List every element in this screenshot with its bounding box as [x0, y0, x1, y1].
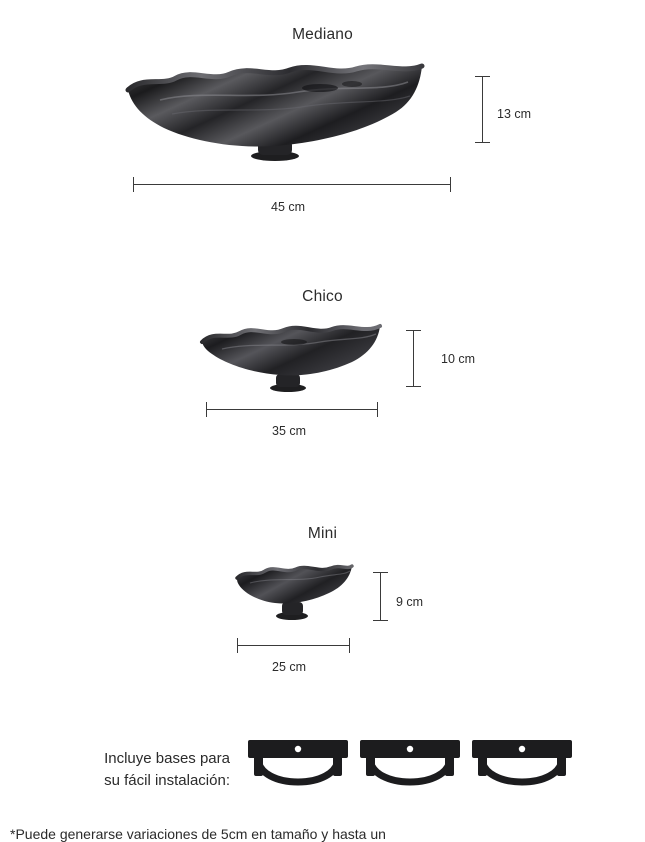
size-title-mini: Mini — [307, 525, 338, 542]
dim-label-width-mediano: 45 cm — [271, 200, 306, 214]
dim-cap-top-mediano — [475, 76, 490, 77]
size-title-mediano: Mediano — [292, 26, 353, 43]
wavy-bowl-small-icon — [232, 562, 356, 624]
dim-cap-right-mediano — [450, 177, 451, 192]
dim-cap-left-mediano — [133, 177, 134, 192]
dim-label-width-chico: 35 cm — [272, 424, 307, 438]
dim-cap-right-chico — [377, 402, 378, 417]
wall-bracket-icon — [248, 738, 578, 810]
dim-label-height-mediano: 13 cm — [497, 107, 532, 121]
wavy-bowl-medium-icon — [196, 320, 386, 400]
includes-line-2: su fácil instalación: — [104, 772, 230, 789]
dim-line-vertical-mini — [380, 572, 381, 620]
dim-cap-top-chico — [406, 330, 421, 331]
dim-label-height-mini: 9 cm — [396, 595, 424, 609]
dim-line-horizontal-mediano — [133, 184, 451, 185]
dim-label-width-mini: 25 cm — [272, 660, 307, 674]
dim-line-horizontal-chico — [206, 409, 378, 410]
size-title-chico: Chico — [302, 288, 343, 305]
dim-label-height-chico: 10 cm — [441, 352, 476, 366]
dim-cap-left-mini — [237, 638, 238, 653]
wavy-bowl-large-icon — [120, 56, 430, 166]
dim-line-horizontal-mini — [237, 645, 350, 646]
dim-cap-bottom-chico — [406, 386, 421, 387]
dim-cap-top-mini — [373, 572, 388, 573]
includes-line-1: Incluye bases para — [104, 750, 230, 767]
dim-cap-left-chico — [206, 402, 207, 417]
dim-cap-right-mini — [349, 638, 350, 653]
dim-line-vertical-mediano — [482, 76, 483, 142]
variation-note: *Puede generarse variaciones de 5cm en tamaño y hasta un — [10, 826, 386, 842]
includes-text — [40, 748, 230, 792]
dim-cap-bottom-mini — [373, 620, 388, 621]
dim-cap-bottom-mediano — [475, 142, 490, 143]
dim-line-vertical-chico — [413, 330, 414, 386]
